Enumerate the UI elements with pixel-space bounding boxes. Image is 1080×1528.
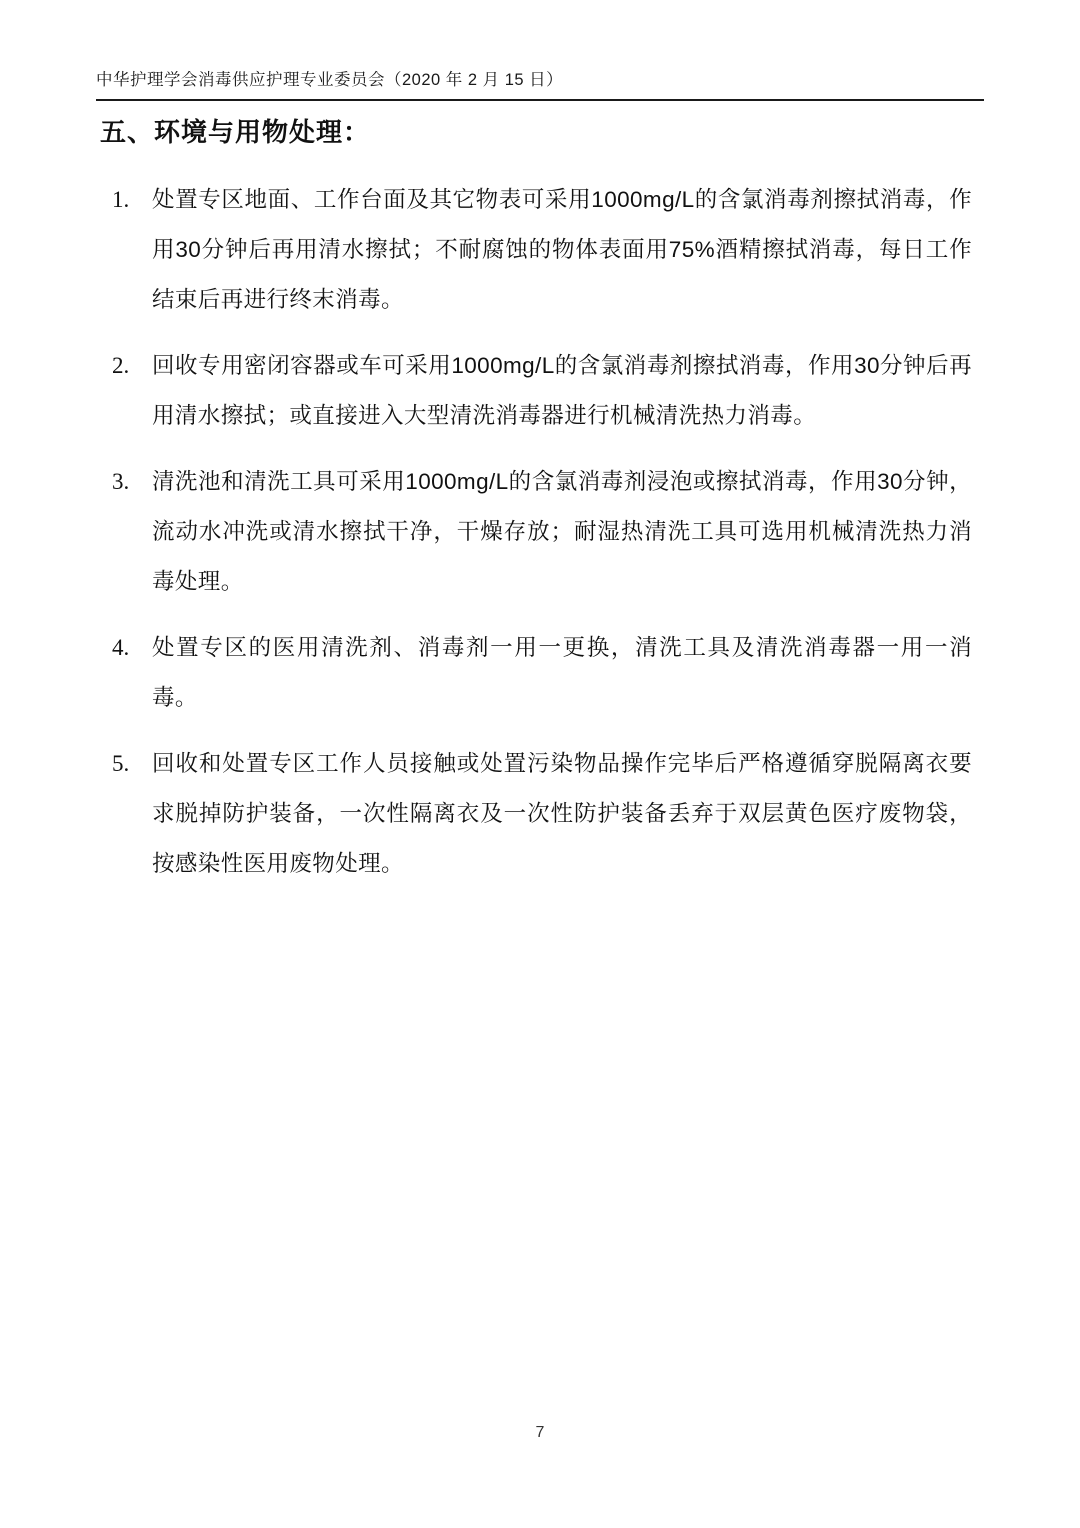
page-header <box>96 66 984 101</box>
list-item <box>112 457 972 607</box>
page-number: 7 <box>535 1424 545 1441</box>
list-item <box>112 739 972 889</box>
list-item <box>112 175 972 325</box>
list-item <box>112 341 972 441</box>
header-divider <box>96 99 984 101</box>
list-item-number: 5. <box>112 751 130 776</box>
list-item <box>112 623 972 723</box>
numbered-list <box>112 175 972 905</box>
list-item-text: 回收专用密闭容器或车可采用1000mg/L的含氯消毒剂擦拭消毒，作用30分钟后再用清水擦拭；或直接进入大型清洗消毒器进行机械清洗热力消毒。 <box>152 353 972 428</box>
list-item-number: 1. <box>112 187 130 212</box>
running-head: 中华护理学会消毒供应护理专业委员会（2020 年 2 月 15 日） <box>96 71 564 89</box>
list-item-text: 处置专区地面、工作台面及其它物表可采用1000mg/L的含氯消毒剂擦拭消毒，作用30分钟后再用清水擦拭；不耐腐蚀的物体表面用75%酒精擦拭消毒，每日工作结束后再进行终末消毒。 <box>152 187 972 312</box>
list-item-number: 2. <box>112 353 130 378</box>
list-item-text: 处置专区的医用清洗剂、消毒剂一用一更换，清洗工具及清洗消毒器一用一消毒。 <box>152 635 972 710</box>
list-item-text: 清洗池和清洗工具可采用1000mg/L的含氯消毒剂浸泡或擦拭消毒，作用30分钟，流动水冲洗或清水擦拭干净，干燥存放；耐湿热清洗工具可选用机械清洗热力消毒处理。 <box>152 469 972 594</box>
list-item-number: 4. <box>112 635 130 660</box>
list-item-number: 3. <box>112 469 130 494</box>
list-item-text: 回收和处置专区工作人员接触或处置污染物品操作完毕后严格遵循穿脱隔离衣要求脱掉防护装备，一次性隔离衣及一次性防护装备丢弃于双层黄色医疗废物袋，按感染性医用废物处理。 <box>152 751 972 876</box>
page-title: 五、环境与用物处理： <box>100 117 371 147</box>
